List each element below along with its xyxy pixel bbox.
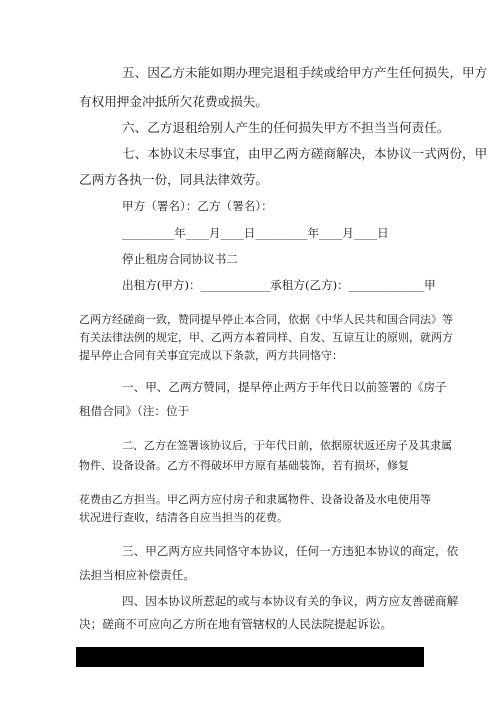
clause-3-line: 三、甲乙两方应共同恪守本协议，任何一方违犯本协议的商定，依 [122,544,459,558]
clause-3-line: 法担当相应补偿责任。 [79,568,195,582]
document-title: 停止租房合同协议书二 [122,252,238,266]
clause-2-line: 花费由乙方担当。甲乙两方应付房子和隶属物件、设备设备及水电使用等 [79,493,431,506]
clause-4-line: 四、因本协议所惹起的或与本协议有关的争议，两方应友善磋商解 [122,594,459,608]
paragraph-line: 乙两方经磋商一致，赞同提早停止本合同，依据《中华人民共和国合同法》等 [79,313,453,326]
clause-2-line: 物件、设备设备。乙方不得破坏甲方原有基础装饰，若有损坏，修复 [79,459,409,472]
paragraph-line: 乙两方各执一份，同具法律效劳。 [79,172,268,187]
paragraph-line: 提早停止合同有关事宜完成以下条款，两方共同恪守： [79,349,343,362]
redaction-bar [76,647,424,667]
clause-1-line: 租借合同》（注：位于 [79,404,190,418]
signature-line: 甲方（署名）：乙方（署名）： [122,199,273,213]
clause-4-line: 决；磋商不可应向乙方所在地有管辖权的人民法院提起诉讼。 [79,617,393,631]
clause-2-line: 二、乙方在签署该协议后，于年代日前，依据原状返还房子及其隶属 [122,439,452,452]
paragraph-line: 六、乙方退租给别人产生的任何损失甲方不担当当何责任。 [122,120,450,135]
clause-1-line: 一、甲、乙两方赞同，提早停止两方于年代日以前签署的《房子 [122,380,447,394]
clause-2-line: 状况进行查收，结清各自应当担当的花费。 [79,511,288,524]
paragraph-line: 有关法律法例的规定，甲、乙两方本着同样、自发、互谅互让的原则，就两方 [79,331,453,344]
parties-line: 出租方(甲方)：____________承租方(乙方)：_____________甲 [122,278,436,292]
paragraph-line: 五、因乙方未能如期办理完退租手续或给甲方产生任何损失，甲方 [122,65,488,80]
paragraph-line: 七、本协议未尽事宜，由甲乙两方磋商解决，本协议一式两份，甲 [122,146,488,161]
date-line: _________年____月____日_________年____月____日 [122,226,389,240]
paragraph-line: 有权用押金冲抵所欠花费或损失。 [79,94,268,109]
